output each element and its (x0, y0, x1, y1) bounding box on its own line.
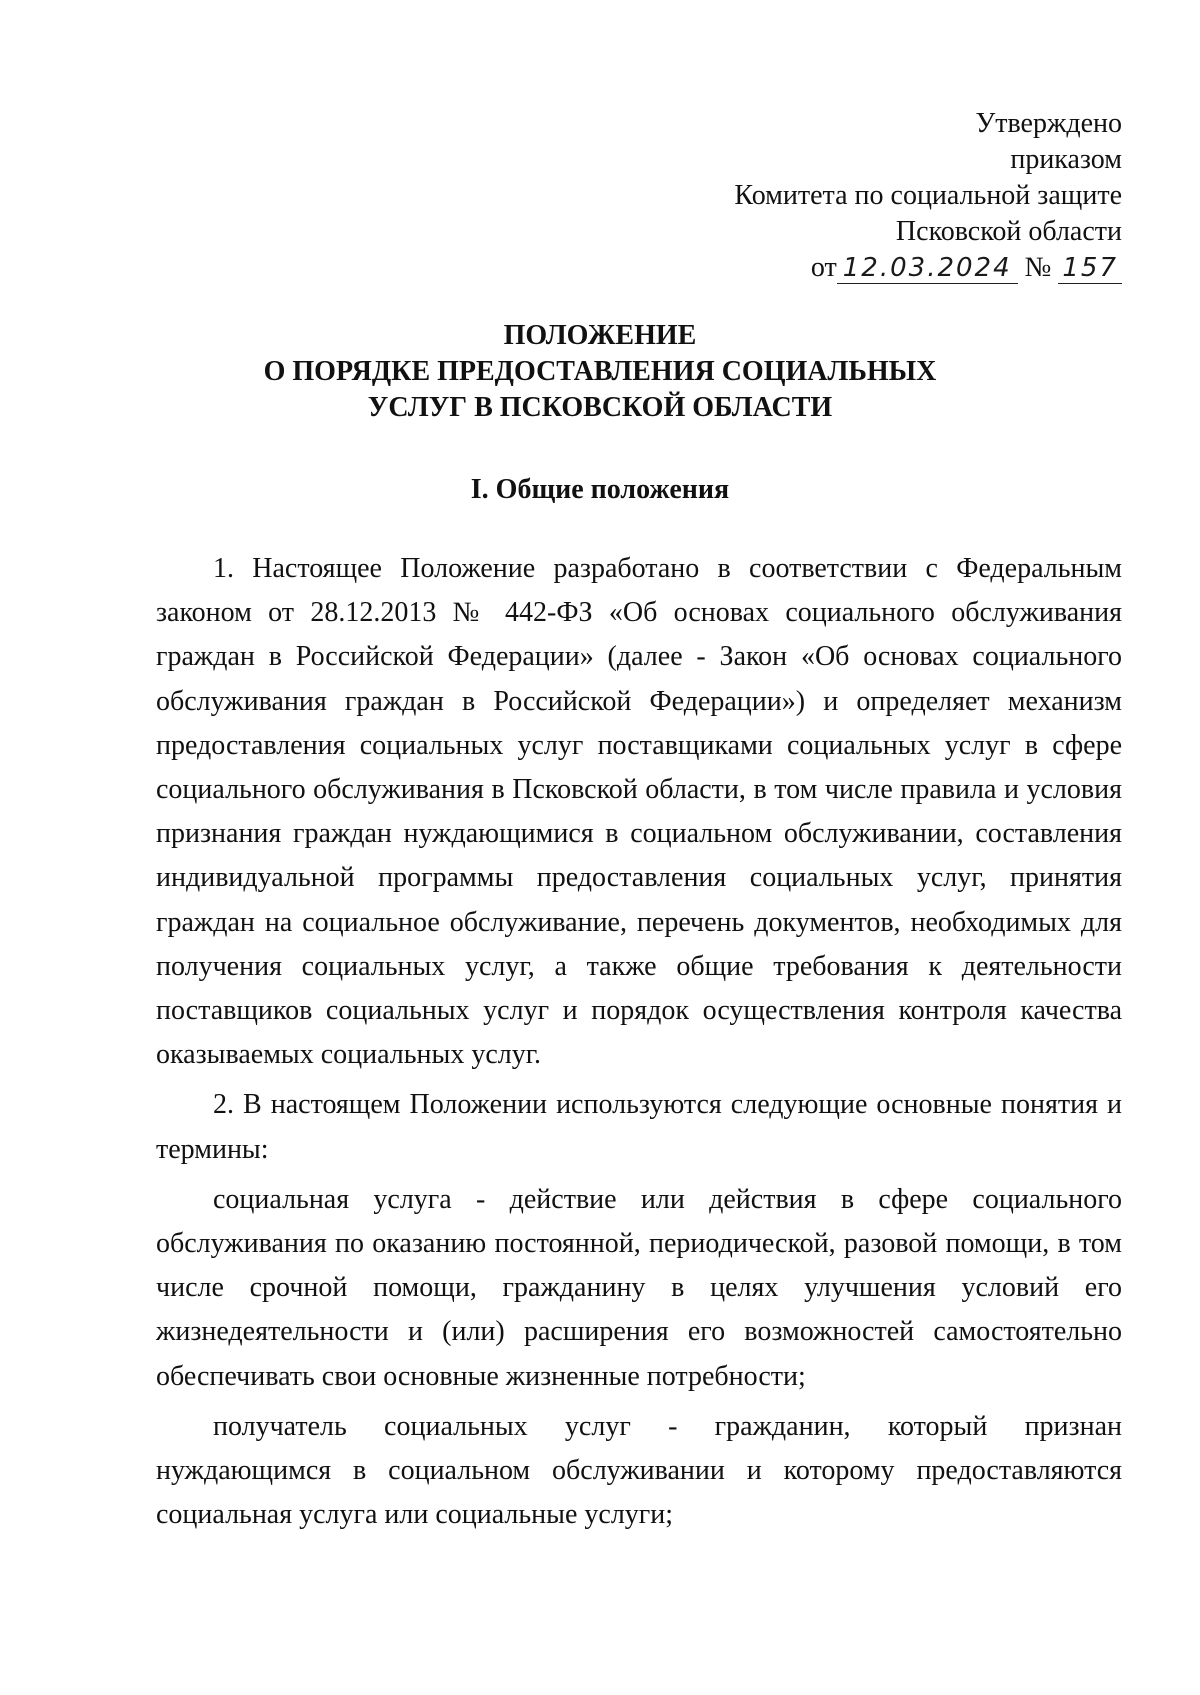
document-body (156, 547, 1122, 1537)
from-label: от (810, 252, 837, 283)
document-title (0, 318, 1200, 426)
paragraph-2: 2. В настоящем Положении используются следующие основные понятия и термины: (156, 1089, 1122, 1165)
title-line-1: ПОЛОЖЕНИЕ (503, 320, 697, 351)
title-line-3: УСЛУГ В ПСКОВСКОЙ ОБЛАСТИ (367, 392, 833, 423)
paragraph-definition-recipient: получатель социальных услуг - гражданин, который признан нуждающимся в социальном обслуживании и которому предоставляются социальная услуга или социальные услуги; (156, 1410, 1122, 1531)
paragraph-definition-social-service: социальная услуга - действие или действия в сфере социального обслуживания по оказанию постоянной, периодической, разовой помощи, в том числе срочной помощи, гражданину в целях улучшения условий его жизнедеятельности и (или) расширения его возможностей самостоятельно обеспечивать свои основные жизненные потребности; (156, 1183, 1122, 1392)
approval-line-committee: Комитета по социальной защите (734, 180, 1122, 211)
title-line-2: О ПОРЯДКЕ ПРЕДОСТАВЛЕНИЯ СОЦИАЛЬНЫХ (263, 356, 937, 387)
approval-line-order: приказом (1010, 144, 1122, 175)
number-label: № (1024, 252, 1052, 283)
paragraph-1: 1. Настоящее Положение разработано в соответствии с Федеральным законом от 28.12.2013 № 442-ФЗ «Об основах социального обслуживания граждан в Российской Федерации» (далее - Закон «Об основах социального обслуживания граждан в Российской Федерации») и определяет механизм предоставления социальных услуг поставщиками социальных услуг в сфере социального обслуживания в Псковской области, в том числе правила и условия признания граждан нуждающимися в социальном обслуживании, составления индивидуальной программы предоставления социальных услуг, принятия граждан на социальное обслуживание, перечень документов, необходимых для получения социальных услуг, а также общие требования к деятельности поставщиков социальных услуг и порядок осуществления контроля качества оказываемых социальных услуг. (156, 553, 1122, 1071)
approval-line-approved: Утверждено (975, 108, 1122, 139)
approval-block (734, 106, 1122, 286)
approval-line-region: Псковской области (895, 216, 1122, 247)
section-heading: I. Общие положения (470, 474, 730, 505)
approval-date-number-line (734, 250, 1122, 286)
handwritten-date: 12.03.2024 (837, 253, 1018, 284)
handwritten-number: 157 (1058, 253, 1122, 284)
